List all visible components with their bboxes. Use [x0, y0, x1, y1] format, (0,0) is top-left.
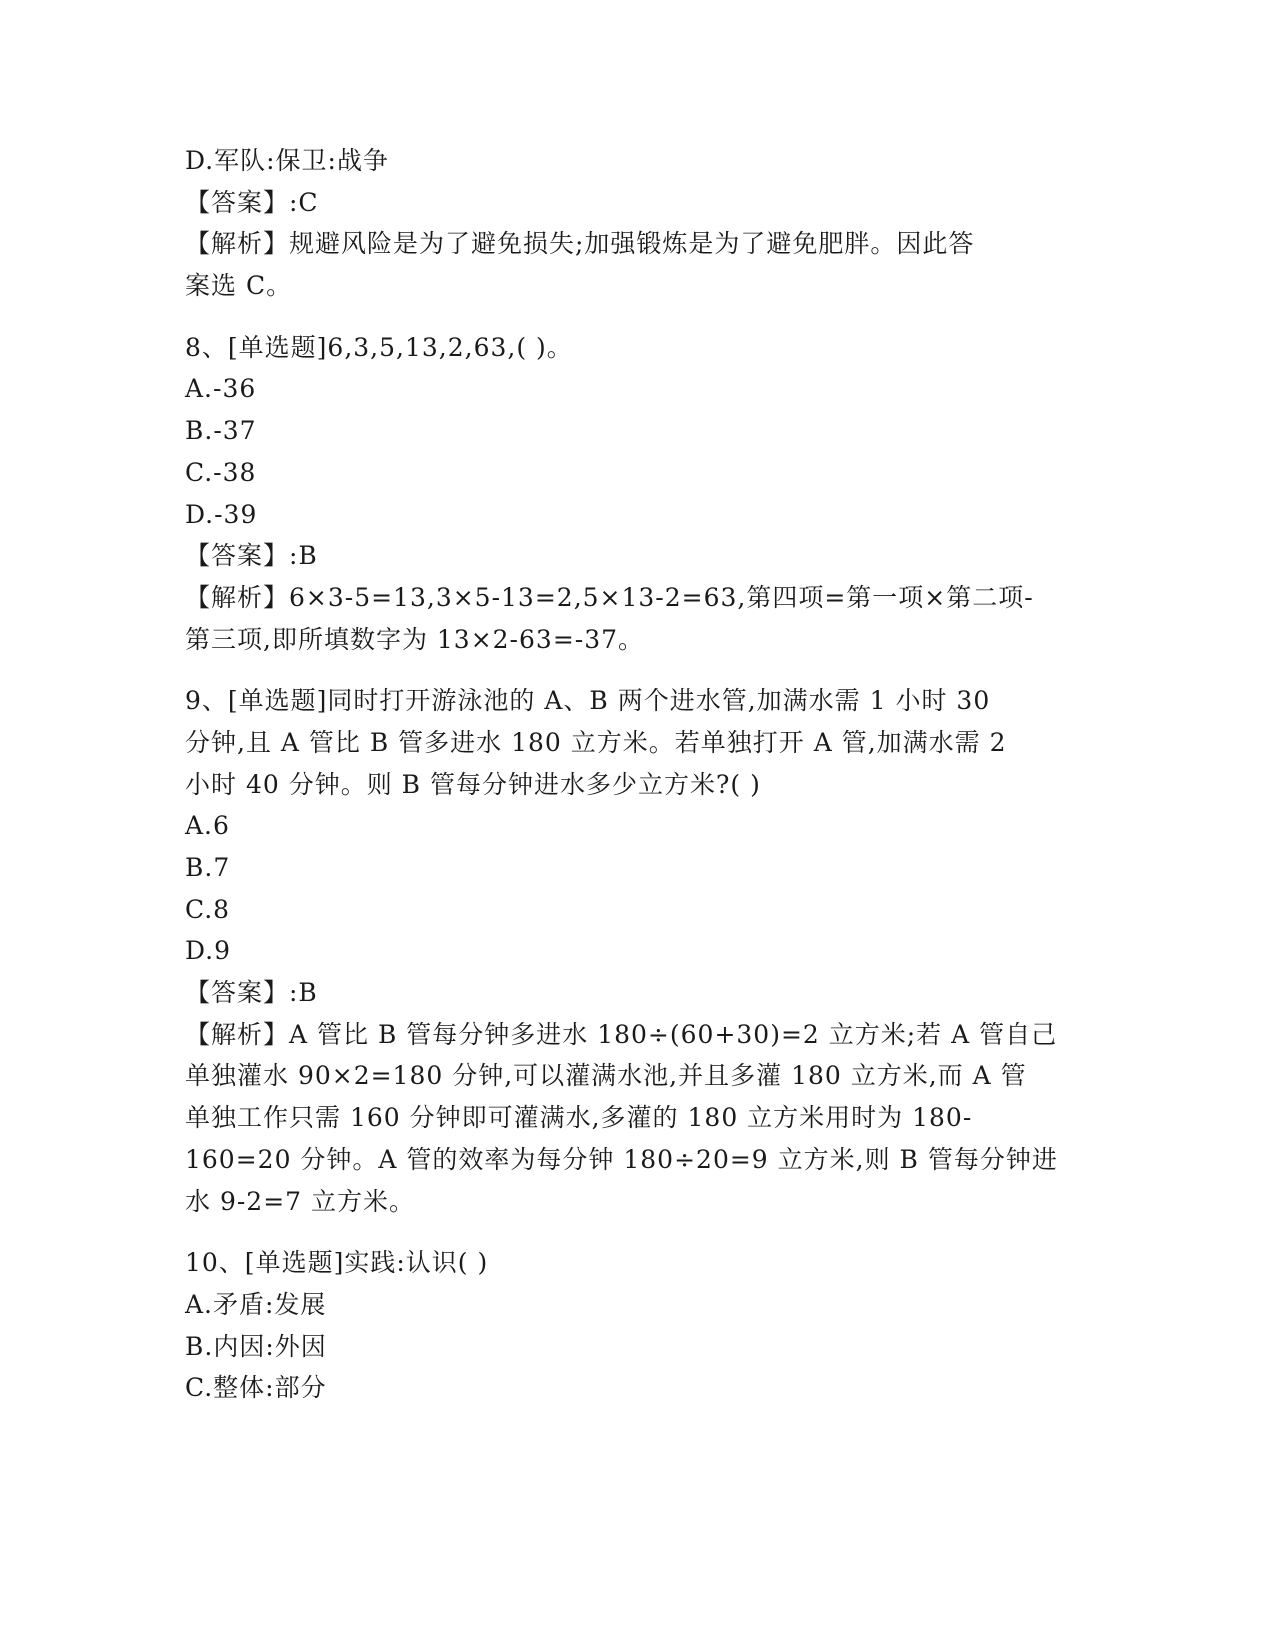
analysis-line: 案选 C。	[185, 271, 293, 301]
option-b: B.7	[185, 853, 231, 882]
analysis-line: 【解析】规避风险是为了避免损失;加强锻炼是为了避免肥胖。因此答	[185, 229, 975, 259]
document-page	[185, 140, 1085, 1409]
analysis-line: 【解析】6×3-5=13,3×5-13=2,5×13-2=63,第四项=第一项×第二项-	[185, 582, 1034, 612]
option-d: D.-39	[185, 499, 258, 529]
answer-line: 【答案】:B	[185, 541, 318, 571]
analysis-line: 第三项,即所填数字为 13×2-63=-37。	[185, 624, 645, 654]
analysis-line: 水 9-2=7 立方米。	[185, 1186, 416, 1216]
analysis-line: 160=20 分钟。A 管的效率为每分钟 180÷20=9 立方米,则 B 管每分钟进	[185, 1144, 1058, 1174]
question-8-stem: 8、[单选题]6,3,5,13,2,63,( )。	[185, 332, 573, 362]
answer-line: 【答案】:B	[185, 978, 318, 1008]
option-c: C.-38	[185, 457, 257, 487]
question-10-stem: 10、[单选题]实践:认识( )	[185, 1248, 489, 1278]
question-9-stem: 小时 40 分钟。则 B 管每分钟进水多少立方米?( )	[185, 769, 761, 799]
answer-line: 【答案】:C	[185, 187, 319, 217]
option-c: C.整体:部分	[185, 1373, 327, 1403]
question-9-stem: 分钟,且 A 管比 B 管多进水 180 立方米。若单独打开 A 管,加满水需 2	[185, 727, 1007, 757]
option-b: B.内因:外因	[185, 1331, 327, 1361]
option-d: D.9	[185, 936, 232, 966]
question-9-stem: 9、[单选题]同时打开游泳池的 A、B 两个进水管,加满水需 1 小时 30	[185, 686, 991, 716]
option-a: A.矛盾:发展	[185, 1289, 327, 1319]
option-a: A.-36	[185, 374, 257, 404]
analysis-line: 单独工作只需 160 分钟即可灌满水,多灌的 180 立方米用时为 180-	[185, 1103, 973, 1133]
analysis-line: 单独灌水 90×2=180 分钟,可以灌满水池,并且多灌 180 立方米,而 A 管	[185, 1061, 1027, 1091]
option-a: A.6	[185, 811, 230, 841]
option-c: C.8	[185, 894, 231, 924]
analysis-line: 【解析】A 管比 B 管每分钟多进水 180÷(60+30)=2 立方米;若 A 管自己	[185, 1019, 1058, 1049]
option-d: D.军队:保卫:战争	[185, 146, 389, 175]
option-b: B.-37	[185, 416, 257, 446]
